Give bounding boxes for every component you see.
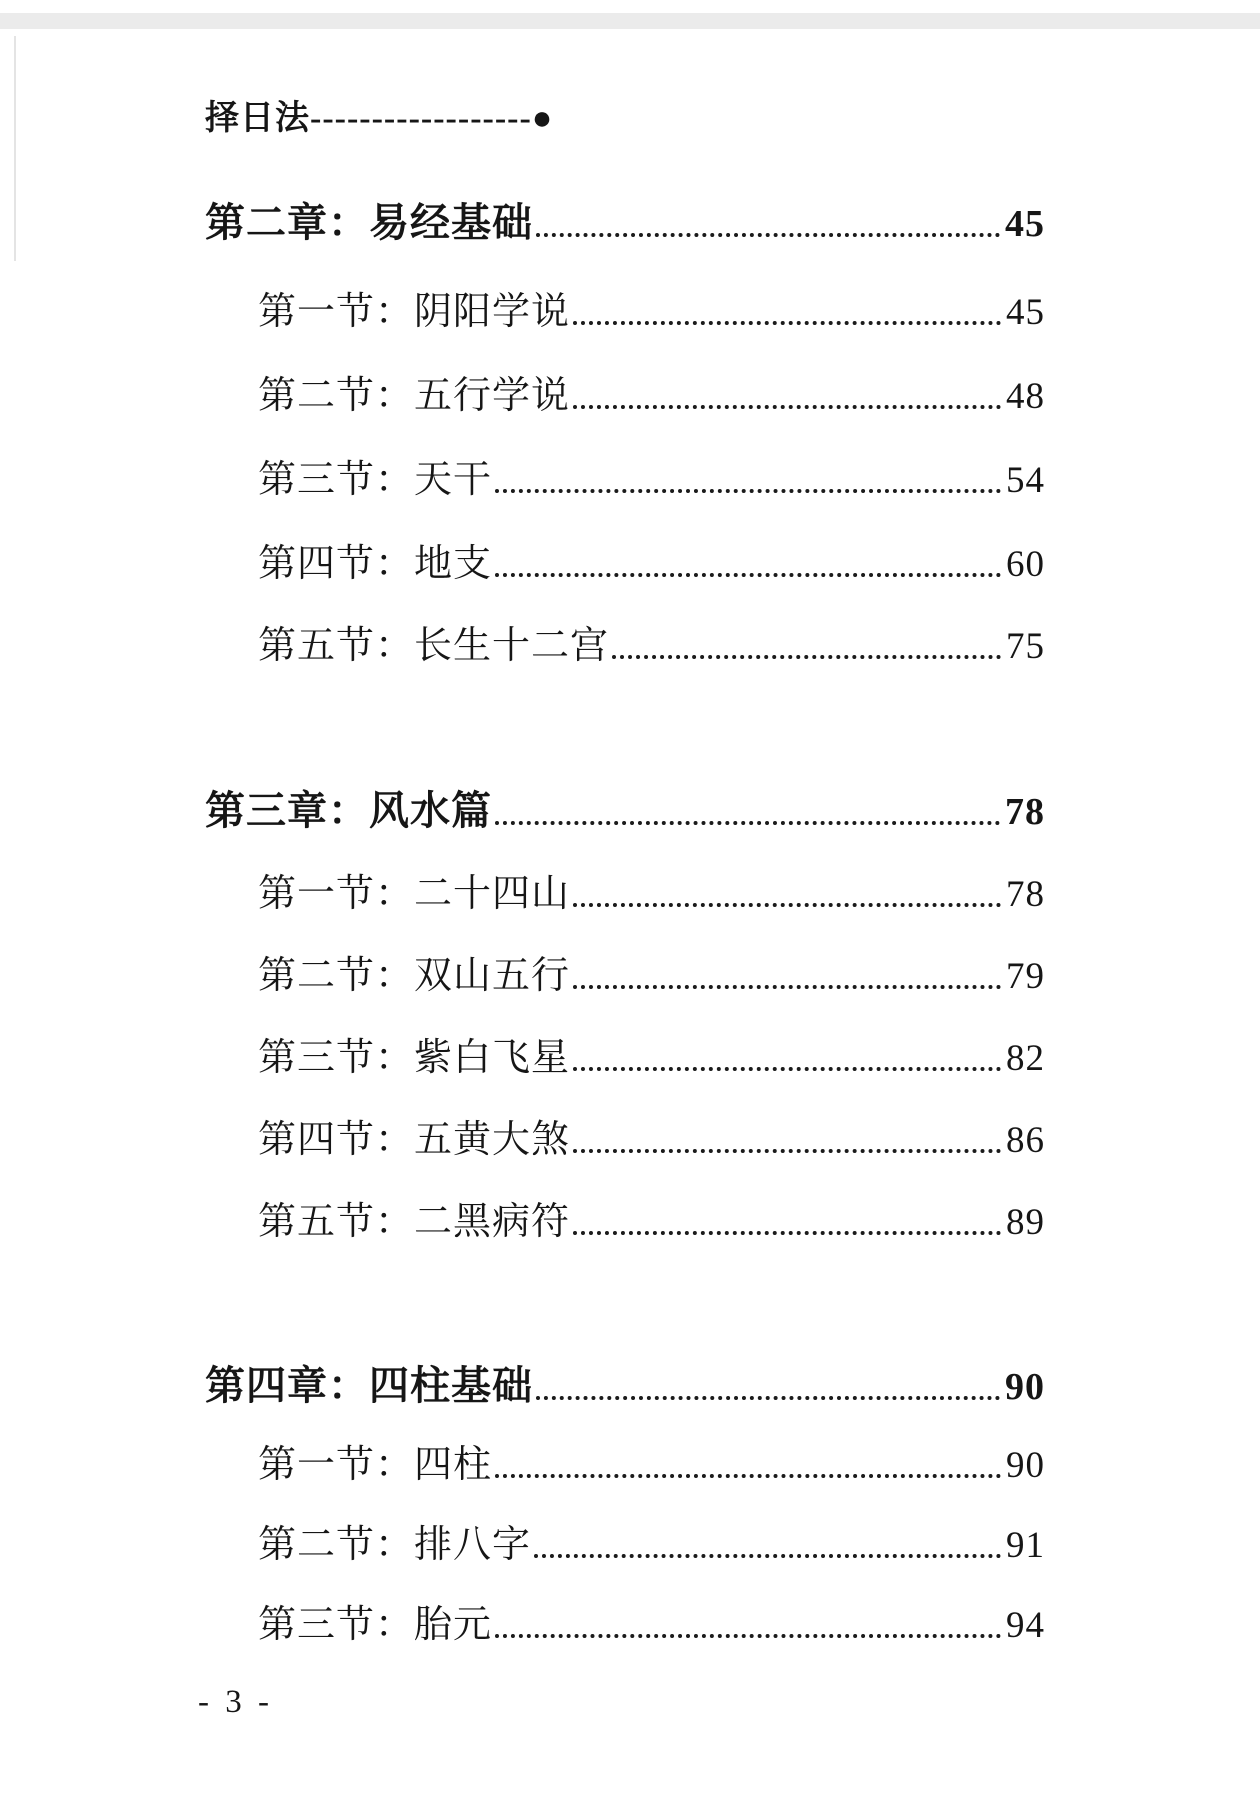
toc-dot-leader — [573, 1149, 1001, 1153]
toc-section-row — [258, 1606, 1045, 1644]
toc-dot-leader — [573, 985, 1001, 989]
page-header-title: 择日法------------------● — [205, 100, 554, 137]
toc-page-number: 90 — [1006, 1445, 1045, 1486]
toc-page-number: 82 — [1006, 1038, 1045, 1079]
toc-page-number: 75 — [1006, 626, 1045, 667]
toc-section-label: 第二节：双山五行 — [258, 955, 571, 997]
toc-page-number: 89 — [1006, 1202, 1045, 1243]
toc-page-number: 78 — [1006, 874, 1045, 915]
toc-dot-leader — [573, 1231, 1001, 1235]
toc-dot-leader — [573, 405, 1001, 409]
toc-dot-leader — [536, 233, 1000, 237]
toc-section-label: 第五节：长生十二宫 — [258, 625, 610, 667]
toc-section-row — [258, 627, 1045, 665]
page-number-footer: - 3 - — [198, 1684, 273, 1720]
toc-dot-leader — [495, 1634, 1001, 1638]
scan-gray-band — [0, 13, 1260, 29]
toc-page-number: 94 — [1006, 1605, 1045, 1646]
toc-page-number: 91 — [1006, 1525, 1045, 1566]
toc-section-label: 第一节：二十四山 — [258, 873, 571, 915]
toc-chapter-row — [205, 1363, 1045, 1408]
toc-page-number: 86 — [1006, 1120, 1045, 1161]
toc-section-row — [258, 1203, 1045, 1241]
toc-dot-leader — [536, 1396, 1000, 1400]
toc-page-number: 54 — [1006, 460, 1045, 501]
toc-section-label: 第四节：五黄大煞 — [258, 1119, 571, 1161]
toc-section-label: 第一节：四柱 — [258, 1444, 493, 1486]
toc-page-number: 90 — [1005, 1366, 1045, 1408]
toc-page-number: 60 — [1006, 544, 1045, 585]
toc-page-number: 48 — [1006, 376, 1045, 417]
toc-section-label: 第四节：地支 — [258, 543, 493, 585]
toc-section-row — [258, 1039, 1045, 1077]
toc-page-number: 45 — [1005, 203, 1045, 245]
toc-section-label: 第二节：五行学说 — [258, 375, 571, 417]
toc-dot-leader — [573, 1067, 1001, 1071]
toc-dot-leader — [534, 1554, 1001, 1558]
toc-section-row — [258, 1446, 1045, 1484]
toc-section-row — [258, 1526, 1045, 1564]
toc-page-number: 79 — [1006, 956, 1045, 997]
toc-section-row — [258, 545, 1045, 583]
toc-section-label: 第五节：二黑病符 — [258, 1201, 571, 1243]
toc-dot-leader — [495, 821, 1000, 825]
scan-left-edge-artifact — [14, 36, 16, 261]
toc-section-row — [258, 1121, 1045, 1159]
toc-chapter-label: 第二章：易经基础 — [205, 200, 533, 245]
toc-section-row — [258, 875, 1045, 913]
toc-section-row — [258, 377, 1045, 415]
toc-dot-leader — [573, 903, 1001, 907]
toc-section-label: 第三节：紫白飞星 — [258, 1037, 571, 1079]
toc-dot-leader — [495, 1474, 1001, 1478]
toc-chapter-row — [205, 788, 1045, 833]
toc-section-label: 第三节：胎元 — [258, 1604, 493, 1646]
toc-chapter-label: 第四章：四柱基础 — [205, 1363, 533, 1408]
toc-section-row — [258, 461, 1045, 499]
toc-chapter-row — [205, 200, 1045, 245]
toc-dot-leader — [495, 489, 1001, 493]
toc-section-row — [258, 957, 1045, 995]
toc-dot-leader — [495, 573, 1001, 577]
toc-dot-leader — [573, 321, 1001, 325]
toc-section-label: 第二节：排八字 — [258, 1524, 532, 1566]
toc-dot-leader — [612, 655, 1001, 659]
toc-section-row — [258, 293, 1045, 331]
toc-page-number: 78 — [1005, 791, 1045, 833]
toc-chapter-label: 第三章：风水篇 — [205, 788, 492, 833]
toc-section-label: 第一节：阴阳学说 — [258, 291, 571, 333]
toc-page-number: 45 — [1006, 292, 1045, 333]
toc-section-label: 第三节：天干 — [258, 459, 493, 501]
